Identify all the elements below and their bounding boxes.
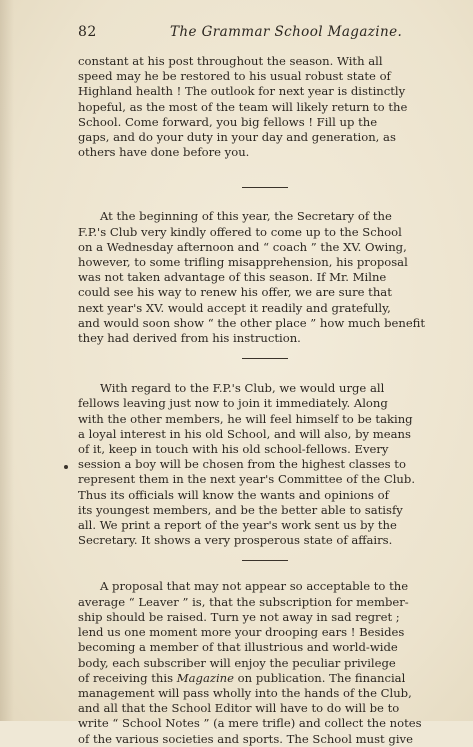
- paragraph-fp-club: [78, 381, 451, 548]
- section-divider: [242, 560, 288, 561]
- text-line: of it, keep in touch with his old school-fellows. Every: [78, 442, 389, 457]
- running-title: The Grammar School Magazine.: [170, 24, 403, 40]
- text-line: Secretary. It shows a very prosperous state of affairs.: [78, 533, 393, 548]
- text-line: At the beginning of this year, the Secretary of the: [100, 209, 392, 224]
- text-line: average “ Leaver ” is, that the subscription for member-: [78, 594, 409, 609]
- text-line: fellows leaving just now to join it immediately. Along: [78, 396, 388, 411]
- text-line: gaps, and do your duty in your day and generation, as: [78, 130, 396, 145]
- text-line: of receiving this Magazine on publication. The financial: [78, 670, 406, 685]
- text-line: however, to some trifling misapprehension, his proposal: [78, 255, 408, 270]
- text-line: of the various societies and sports. The School must give: [78, 731, 413, 746]
- text-line: With regard to the F.P.'s Club, we would urge all: [100, 381, 385, 396]
- page-header: [78, 24, 451, 42]
- text-line: could see his way to renew his offer, we are sure that: [78, 285, 392, 300]
- page-number: 82: [78, 24, 97, 40]
- text-line: A proposal that may not appear so acceptable to the: [100, 579, 409, 594]
- text-line: all. We print a report of the year's work sent us by the: [78, 518, 397, 533]
- ink-speck: [64, 465, 68, 469]
- text-line: was not taken advantage of this season. If Mr. Milne: [78, 270, 387, 285]
- section-divider: [242, 358, 288, 359]
- binding-shadow: [0, 0, 14, 721]
- text-line: F.P.'s Club very kindly offered to come up to the School: [78, 224, 402, 239]
- text-line: represent them in the next year's Committee of the Club.: [78, 472, 415, 487]
- text-line: they had derived from his instruction.: [78, 331, 301, 346]
- text-line: its youngest members, and be the better able to satisfy: [78, 502, 403, 517]
- text-line: body, each subscriber will enjoy the peculiar privilege: [78, 655, 396, 670]
- paragraph-subscription-proposal: [78, 579, 451, 746]
- italic-magazine-word: Magazine: [176, 670, 234, 685]
- text-line: and all that the School Editor will have to do will be to: [78, 701, 400, 716]
- text-line: ship should be raised. Turn ye not away in sad regret ;: [78, 609, 400, 624]
- text-line: speed may he be restored to his usual robust state of: [78, 69, 391, 84]
- text-line: hopeful, as the most of the team will likely return to the: [78, 99, 408, 114]
- paragraph-football-outlook: [78, 54, 451, 160]
- text-line: a loyal interest in his old School, and will also, by means: [78, 426, 411, 441]
- text-line: with the other members, he will feel himself to be taking: [78, 411, 413, 426]
- text-line: write “ School Notes ” (a mere trifle) and collect the notes: [78, 716, 422, 731]
- text-line: and would soon show “ the other place ” how much benefit: [78, 315, 426, 330]
- text-line: Thus its officials will know the wants and opinions of: [78, 487, 389, 502]
- text-line: Highland health ! The outlook for next year is distinctly: [78, 84, 406, 99]
- text-line: lend us one moment more your drooping ears ! Besides: [78, 625, 405, 640]
- text-line: on a Wednesday afternoon and “ coach ” the XV. Owing,: [78, 239, 407, 254]
- text-line: constant at his post throughout the season. With all: [78, 54, 383, 68]
- section-divider: [242, 187, 288, 188]
- paragraph-secretary-coaching: [78, 209, 451, 346]
- text-line: management will pass wholly into the hands of the Club,: [78, 685, 412, 700]
- text-line: School. Come forward, you big fellows ! Fill up the: [78, 114, 378, 129]
- text-line: becoming a member of that illustrious and world-wide: [78, 640, 398, 655]
- text-line: others have done before you.: [78, 145, 250, 160]
- text-line: next year's XV. would accept it readily and gratefully,: [78, 300, 391, 315]
- text-line: session a boy will be chosen from the highest classes to: [78, 457, 406, 472]
